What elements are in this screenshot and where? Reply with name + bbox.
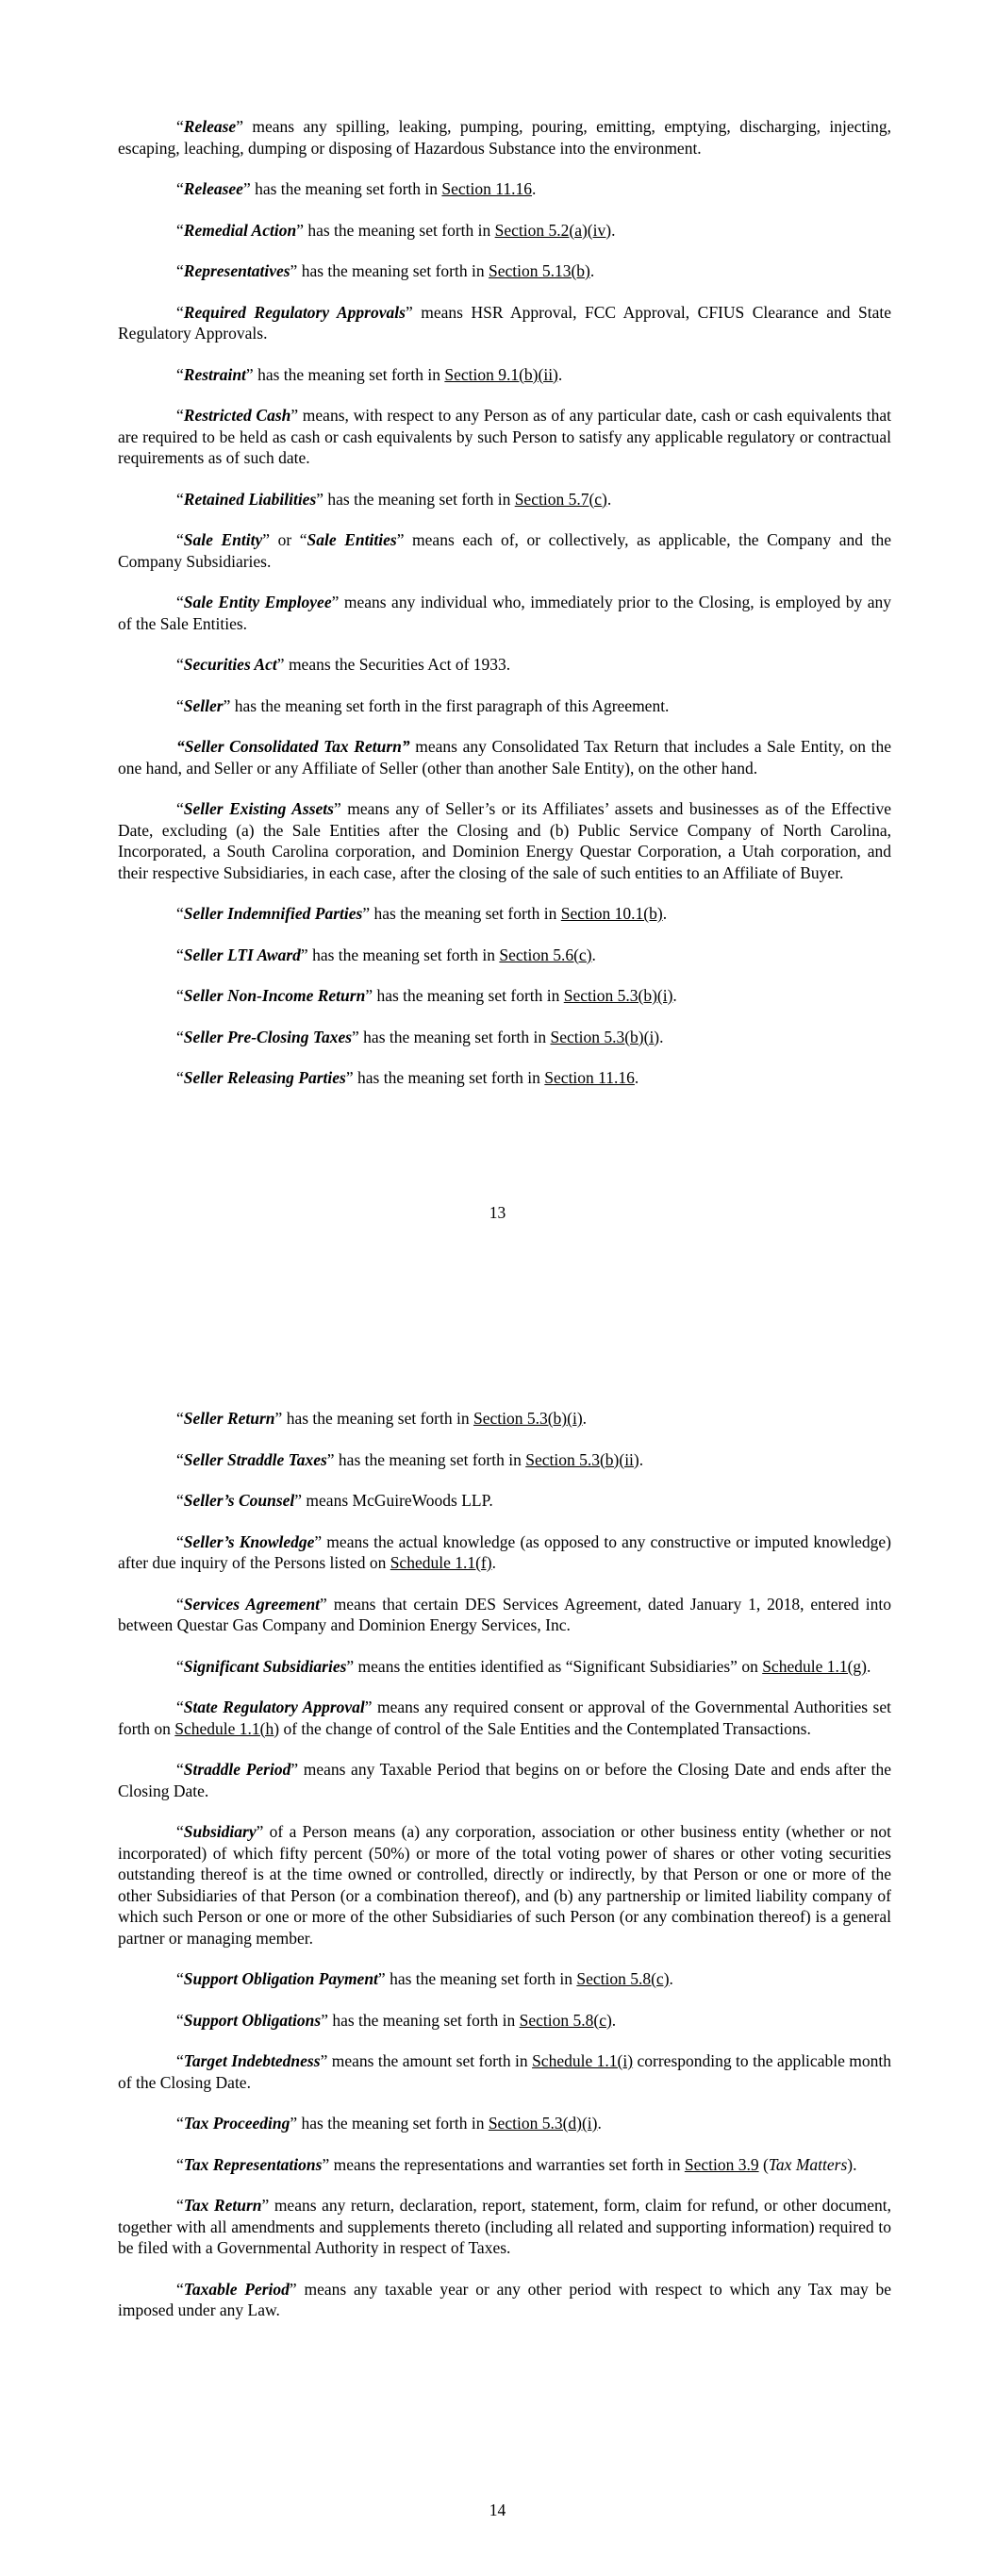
defined-term: Seller Return xyxy=(183,1409,275,1428)
definition-paragraph xyxy=(118,1449,891,1471)
definition-paragraph xyxy=(118,220,891,242)
definition-text: ” means any return, declaration, report, statement, form, claim for refund, or other document, together with all amendments and supplements thereto (including all related and supporting information) required to be filed with a Governmental Authority in respect of Taxes. xyxy=(118,2196,891,2257)
definition-text: . xyxy=(672,986,677,1005)
definition-paragraph xyxy=(118,592,891,634)
definition-paragraph xyxy=(118,364,891,386)
definition-text: ” means the representations and warranties set forth in xyxy=(322,2154,685,2174)
definition-text: . xyxy=(591,945,596,964)
defined-term: Restricted Cash xyxy=(183,406,291,425)
definition-text: “ xyxy=(176,179,184,198)
definition-paragraph xyxy=(118,1759,891,1801)
definition-text: . xyxy=(867,1656,871,1676)
definition-paragraph xyxy=(118,2050,891,2093)
cross-reference-link[interactable]: Section 5.8(c) xyxy=(576,1969,670,1988)
definition-text: “ xyxy=(176,1969,184,1988)
defined-term: Target Indebtedness xyxy=(183,2051,321,2070)
cross-reference-link[interactable]: Section 5.3(b)(ii) xyxy=(525,1449,639,1469)
definition-text: ” means the amount set forth in xyxy=(320,2051,533,2070)
definition-text: of the change of control of the Sale Entities and the Contemplated Transactions. xyxy=(279,1718,811,1738)
definition-text: “ xyxy=(176,1698,184,1716)
definition-text: . xyxy=(606,489,612,509)
definition-text: “ xyxy=(176,1027,184,1046)
defined-term: Sale Entity Employee xyxy=(183,593,332,611)
definition-text: ” has the meaning set forth in xyxy=(345,1068,545,1087)
definition-paragraph xyxy=(118,489,891,510)
definition-paragraph xyxy=(118,529,891,572)
definitions-list xyxy=(118,1408,891,2341)
cross-reference-link[interactable]: Section 5.3(d)(i) xyxy=(488,2114,598,2133)
definition-text: means any Consolidated Tax Return that includes a Sale Entity, on the one hand, and Seller or any Affiliate of Seller (other than another Sale Entity), on the other hand. xyxy=(118,737,892,778)
definition-text: “ xyxy=(176,2196,184,2215)
defined-term: Releasee xyxy=(183,179,243,198)
definition-text: ” means each of, or collectively, as applicable, the Company and the Company Subsidiaries. xyxy=(118,530,891,571)
cross-reference-link[interactable]: Schedule 1.1(f) xyxy=(390,1553,492,1572)
definition-text: “ xyxy=(176,695,184,715)
definition-text: ( xyxy=(758,2154,769,2174)
definition-paragraph xyxy=(118,695,891,717)
definition-text: ” means any individual who, immediately prior to the Closing, is employed by any of the Sale Entities. xyxy=(118,593,891,633)
definition-text: ” has the meaning set forth in xyxy=(321,2010,520,2030)
definition-paragraph xyxy=(118,654,891,676)
definition-text: “ xyxy=(176,2051,184,2070)
definition-paragraph xyxy=(118,1067,891,1089)
cross-reference-link[interactable]: Section 11.16 xyxy=(441,179,532,198)
definition-text: ” means any spilling, leaking, pumping, pouring, emitting, emptying, discharging, injecting, escaping, leaching, dumping or disposing of Hazardous Substance into the environment. xyxy=(118,117,891,158)
definition-text: “ xyxy=(176,117,184,136)
definition-text: “ xyxy=(176,904,184,923)
definition-text: ” means McGuireWoods LLP. xyxy=(294,1491,493,1510)
definition-text: “ xyxy=(176,489,184,509)
definition-paragraph xyxy=(118,736,891,778)
defined-term: Tax Proceeding xyxy=(183,2114,290,2133)
definition-paragraph xyxy=(118,2279,891,2321)
definition-text: ” has the meaning set forth in xyxy=(242,179,442,198)
definition-text: . xyxy=(582,1409,588,1428)
definition-paragraph xyxy=(118,1821,891,1949)
defined-term: State Regulatory Approval xyxy=(183,1698,365,1716)
cross-reference-link[interactable]: Schedule 1.1(i) xyxy=(532,2051,634,2070)
definition-text: “ xyxy=(176,986,184,1005)
definition-text: ” means the actual knowledge (as opposed to any constructive or imputed knowledge) after due inquiry of the Persons listed on xyxy=(118,1531,891,1572)
definition-text: ” has the meaning set forth in xyxy=(290,2114,489,2133)
definition-paragraph xyxy=(118,1697,891,1739)
definition-text: . xyxy=(611,2010,617,2030)
defined-term: Services Agreement xyxy=(183,1594,321,1614)
defined-term: Seller Non-Income Return xyxy=(183,986,366,1005)
definition-text: “ xyxy=(176,1822,184,1841)
definition-text: ” of a Person means (a) any corporation, association or other business entity (whether or not incorporated) of which fifty percent (50%) or more of the total voting power of shares or other voting securities outstanding thereof is at the time owned or controlled, directly or indirectly, by that Person or one or more of the other Subsidiaries of that Person (or a combination thereof), and (b) any partnership or limited liability company of which such Person or one or more of the other Subsidiaries of such Person (or any combination thereof) is a general partner or managing member. xyxy=(118,1822,891,1948)
defined-term: Taxable Period xyxy=(183,2279,290,2299)
definition-paragraph xyxy=(118,405,891,469)
definition-text: ” has the meaning set forth in xyxy=(316,489,515,509)
definition-text: ” means the Securities Act of 1933. xyxy=(276,655,511,674)
page-number: 13 xyxy=(489,1203,506,1222)
definition-paragraph xyxy=(118,260,891,282)
defined-term: Required Regulatory Approvals xyxy=(183,302,406,322)
page-number: 14 xyxy=(489,2501,506,2519)
definition-text: ” has the meaning set forth in xyxy=(365,986,564,1005)
cross-reference-link[interactable]: Section 5.8(c) xyxy=(519,2010,612,2030)
definition-text: “ xyxy=(176,799,184,818)
definition-text: ” has the meaning set forth in xyxy=(377,1969,577,1988)
definition-text: “ xyxy=(176,2279,184,2299)
definition-text: “ xyxy=(176,406,184,425)
defined-term: Retained Liabilities xyxy=(183,489,317,509)
definition-text: “ xyxy=(176,220,184,240)
cross-reference-link[interactable]: Section 3.9 xyxy=(684,2154,759,2174)
definitions-list xyxy=(118,116,891,1109)
defined-term: Sale Entity xyxy=(183,530,263,549)
definition-text: ” has the meaning set forth in xyxy=(300,945,500,964)
defined-term: Tax Representations xyxy=(183,2154,323,2174)
definition-text: ” has the meaning set forth in xyxy=(352,1027,551,1046)
definition-paragraph xyxy=(118,1531,891,1574)
document-page-14 xyxy=(0,1288,995,2576)
definition-text: “ xyxy=(176,2010,184,2030)
defined-term: Seller Indemnified Parties xyxy=(183,904,363,923)
cross-reference-link[interactable]: Schedule 1.1(h) xyxy=(174,1718,280,1738)
definition-text: ” or “ xyxy=(262,530,307,549)
definition-text: “ xyxy=(176,302,184,322)
definition-text: ” means any of Seller’s or its Affiliates’ assets and businesses as of the Effective Date, excluding (a) the Sale Entities after the Closing and (b) Public Service Company of North Carolina, Incorporated, a South Carolina corporation, and Dominion Energy Questar Corporation, a Utah corporation, and their respective Subsidiaries, in each case, after the closing of the sale of such entities to an Affiliate of Buyer. xyxy=(118,799,892,882)
definition-text: “ xyxy=(176,1409,184,1428)
definition-text: ). xyxy=(847,2154,857,2174)
definition-paragraph xyxy=(118,2154,891,2176)
definition-text: ” has the meaning set forth in xyxy=(326,1449,526,1469)
cross-reference-link[interactable]: Section 5.3(b)(i) xyxy=(563,986,673,1005)
cross-reference-link[interactable]: Section 5.2(a)(iv) xyxy=(494,220,612,240)
definition-paragraph xyxy=(118,1594,891,1636)
definition-paragraph xyxy=(118,1027,891,1048)
defined-term: Seller Straddle Taxes xyxy=(183,1449,327,1469)
definition-text: “ xyxy=(176,364,184,384)
cross-reference-link[interactable]: Section 5.3(b)(i) xyxy=(550,1027,660,1046)
definition-text: “ xyxy=(176,593,184,611)
cross-reference-link[interactable]: Section 10.1(b) xyxy=(560,904,663,923)
definition-text: “ xyxy=(176,945,184,964)
definition-paragraph xyxy=(118,2010,891,2032)
definition-text: . xyxy=(634,1068,639,1087)
defined-term: Tax Return xyxy=(183,2196,262,2215)
defined-term: Support Obligations xyxy=(183,2010,322,2030)
cross-reference-link[interactable]: Section 9.1(b)(ii) xyxy=(444,364,558,384)
defined-term: Subsidiary xyxy=(183,1822,257,1841)
italic-text: Tax Matters xyxy=(768,2154,848,2174)
definition-text: ” has the meaning set forth in xyxy=(274,1409,473,1428)
definition-text: . xyxy=(662,904,668,923)
definition-paragraph xyxy=(118,302,891,344)
definition-text: “ xyxy=(176,1491,184,1510)
definition-text: “ xyxy=(176,261,184,280)
cross-reference-link[interactable]: Schedule 1.1(g) xyxy=(762,1656,868,1676)
cross-reference-link[interactable]: Section 5.13(b) xyxy=(488,261,590,280)
defined-term: Seller Releasing Parties xyxy=(183,1068,346,1087)
definition-paragraph xyxy=(118,1408,891,1430)
definition-text: ” means any required consent or approval of the Governmental Authorities set forth on xyxy=(118,1698,891,1738)
definition-paragraph xyxy=(118,1490,891,1512)
definition-text: “ xyxy=(176,655,184,674)
definition-paragraph xyxy=(118,798,891,883)
definition-text: “ xyxy=(176,2114,184,2133)
defined-term: Representatives xyxy=(183,261,290,280)
definition-paragraph xyxy=(118,1656,891,1678)
definition-text: “ xyxy=(176,1068,184,1087)
defined-term: Seller Pre-Closing Taxes xyxy=(183,1027,353,1046)
defined-term: Sale Entities xyxy=(307,530,397,549)
definition-text: ” has the meaning set forth in the first paragraph of this Agreement. xyxy=(223,695,670,715)
cross-reference-link[interactable]: Section 5.7(c) xyxy=(514,489,607,509)
definition-text: ” has the meaning set forth in xyxy=(296,220,495,240)
cross-reference-link[interactable]: Section 5.3(b)(i) xyxy=(473,1409,583,1428)
defined-term: Seller LTI Award xyxy=(183,945,301,964)
definition-text: “ xyxy=(176,2154,184,2174)
defined-term: Remedial Action xyxy=(183,220,297,240)
definition-paragraph xyxy=(118,178,891,200)
definition-text: . xyxy=(638,1449,644,1469)
defined-term: Significant Subsidiaries xyxy=(183,1656,347,1676)
defined-term: “Seller Consolidated Tax Return” xyxy=(176,737,410,756)
defined-term: Release xyxy=(183,117,237,136)
definition-text: “ xyxy=(176,1531,184,1551)
defined-term: Securities Act xyxy=(183,655,277,674)
definition-text: ” means HSR Approval, FCC Approval, CFIUS Clearance and State Regulatory Approvals. xyxy=(118,302,892,343)
definition-text: ” means any taxable year or any other period with respect to which any Tax may be imposed under any Law. xyxy=(118,2279,892,2319)
definition-text: ” has the meaning set forth in xyxy=(290,261,489,280)
definition-text: . xyxy=(531,179,537,198)
definition-text: . xyxy=(557,364,563,384)
defined-term: Seller’s Counsel xyxy=(183,1491,295,1510)
definition-text: “ xyxy=(176,1760,184,1779)
defined-term: Seller Existing Assets xyxy=(183,799,334,818)
definition-paragraph xyxy=(118,116,891,159)
defined-term: Seller xyxy=(183,695,224,715)
definition-text: . xyxy=(597,2114,602,2133)
definition-text: ” means the entities identified as “Significant Subsidiaries” on xyxy=(346,1656,763,1676)
definition-text: . xyxy=(659,1027,664,1046)
definition-text: ” has the meaning set forth in xyxy=(362,904,561,923)
defined-term: Support Obligation Payment xyxy=(183,1969,378,1988)
definition-text: “ xyxy=(176,1449,184,1469)
definition-paragraph xyxy=(118,985,891,1007)
definition-text: ” means that certain DES Services Agreement, dated January 1, 2018, entered into between Questar Gas Company and Dominion Energy Services, Inc. xyxy=(118,1594,891,1634)
defined-term: Restraint xyxy=(183,364,246,384)
definition-paragraph xyxy=(118,2195,891,2259)
definition-text: . xyxy=(589,261,595,280)
definition-text: “ xyxy=(176,1594,184,1614)
definition-paragraph xyxy=(118,945,891,966)
definition-text: ” has the meaning set forth in xyxy=(245,364,445,384)
definition-text: ” means, with respect to any Person as of any particular date, cash or cash equivalents that are required to be held as cash or cash equivalents by such Person to satisfy any applicable regulatory or contractual requirements as of such date. xyxy=(118,406,891,467)
cross-reference-link[interactable]: Section 11.16 xyxy=(544,1068,635,1087)
definition-paragraph xyxy=(118,1968,891,1990)
definition-text: ” means any Taxable Period that begins on or before the Closing Date and ends after the Closing Date. xyxy=(118,1760,891,1800)
definition-text: . xyxy=(611,220,616,240)
definition-text: . xyxy=(669,1969,673,1988)
defined-term: Straddle Period xyxy=(183,1760,291,1779)
definition-text: corresponding to the applicable month of the Closing Date. xyxy=(118,2051,892,2092)
defined-term: Seller’s Knowledge xyxy=(183,1531,315,1551)
definition-paragraph xyxy=(118,2113,891,2134)
definition-text: . xyxy=(491,1553,496,1572)
cross-reference-link[interactable]: Section 5.6(c) xyxy=(499,945,592,964)
definition-text: “ xyxy=(176,530,184,549)
definition-paragraph xyxy=(118,903,891,925)
definition-text: “ xyxy=(176,1656,184,1676)
